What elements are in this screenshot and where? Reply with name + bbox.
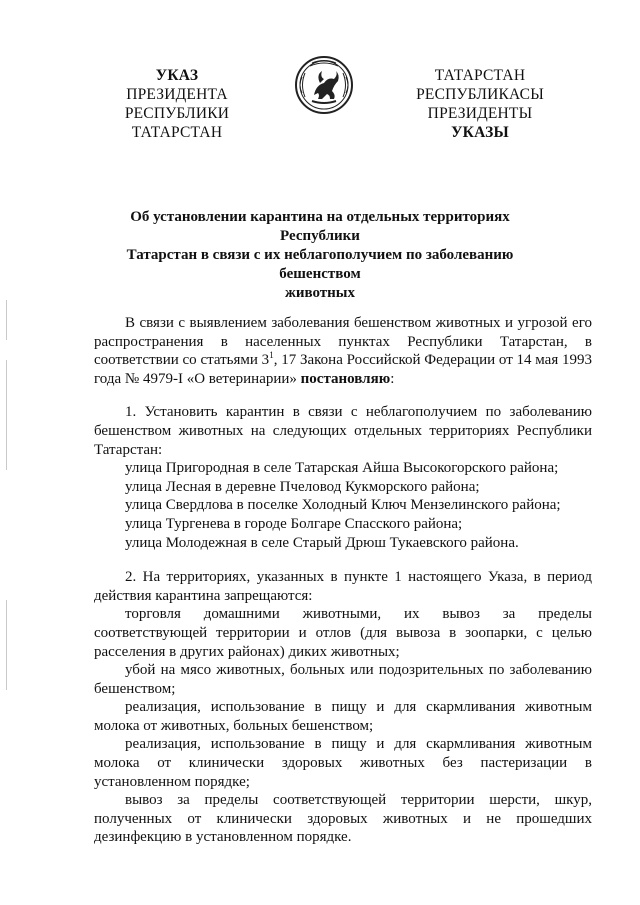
preamble-text: : bbox=[390, 370, 395, 387]
scan-artifact bbox=[6, 360, 7, 470]
section1-item: улица Пригородная в селе Татарская Айша Высокогорского района; bbox=[125, 460, 559, 477]
section1-item: улица Лесная в деревне Пчеловод Кукморского района; bbox=[125, 478, 480, 495]
preamble-paragraph bbox=[94, 314, 592, 388]
scan-artifact bbox=[6, 600, 7, 690]
section1-item: улица Тургенева в городе Болгаре Спасского района; bbox=[125, 515, 463, 532]
header-right-line: ТАТАРСТАН РЕСПУБЛИКАСЫ bbox=[416, 67, 544, 103]
section2-item: торговля домашними животными, их вывоз за пределы соответствующей территории и отлов (для вывоза в зоопарки, с целью расселения в других районах) диких животных; bbox=[94, 606, 592, 660]
scan-artifact bbox=[6, 300, 7, 340]
header-left-line: РЕСПУБЛИКИ ТАТАРСТАН bbox=[124, 105, 230, 141]
emblem-icon bbox=[294, 55, 354, 115]
section1-item: улица Молодежная в селе Старый Дрюш Тукаевского района. bbox=[125, 534, 519, 551]
header-left-line: ПРЕЗИДЕНТА bbox=[126, 86, 228, 103]
title-line: животных bbox=[284, 285, 356, 301]
preamble-text: В связи с выявлением заболевания бешенством животных и угрозой его распространения в населенных пунктах Республики Татарстан, в соответствии со статьями 3 bbox=[94, 315, 592, 369]
section2-item: реализация, использование в пищу и для скармливания животным молока от клинически здоровых животных без пастеризации в установленном порядке; bbox=[94, 736, 592, 790]
section1-item: улица Свердлова в поселке Холодный Ключ Мензелинского района; bbox=[125, 497, 561, 514]
document-title bbox=[90, 208, 550, 303]
section2-item: вывоз за пределы соответствующей территории шерсти, шкур, полученных от клинически здоровых животных и не прошедших дезинфекцию в установленном порядке. bbox=[94, 792, 592, 846]
section2-item: убой на мясо животных, больных или подозрительных по заболеванию бешенством; bbox=[94, 662, 592, 697]
header-left-line: УКАЗ bbox=[155, 67, 199, 84]
header-left bbox=[82, 66, 272, 142]
header-right-line: ПРЕЗИДЕНТЫ bbox=[427, 105, 533, 122]
header-right-line: УКАЗЫ bbox=[451, 124, 509, 141]
title-line: Об установлении карантина на отдельных территориях Республики bbox=[130, 209, 510, 244]
preamble-text: , 17 Закона Российской Федерации от 14 мая 1993 года № 4979-I «О ветеринарии» bbox=[94, 352, 592, 387]
title-line: Татарстан в связи с их неблагополучием по заболеванию бешенством bbox=[126, 247, 514, 282]
document-body bbox=[94, 314, 592, 847]
header-right bbox=[372, 66, 588, 142]
section2-intro: 2. На территориях, указанных в пункте 1 настоящего Указа, в период действия карантина запрещаются: bbox=[94, 569, 592, 604]
preamble-emphasis: постановляю bbox=[300, 370, 391, 387]
preamble-superscript: 1 bbox=[269, 350, 274, 361]
section2-item: реализация, использование в пищу и для скармливания животным молока от животных, больных бешенством; bbox=[94, 699, 592, 734]
section1-intro: 1. Установить карантин в связи с неблагополучием по заболеванию бешенством животных на следующих отдельных территориях Республики Татарстан: bbox=[94, 404, 592, 458]
